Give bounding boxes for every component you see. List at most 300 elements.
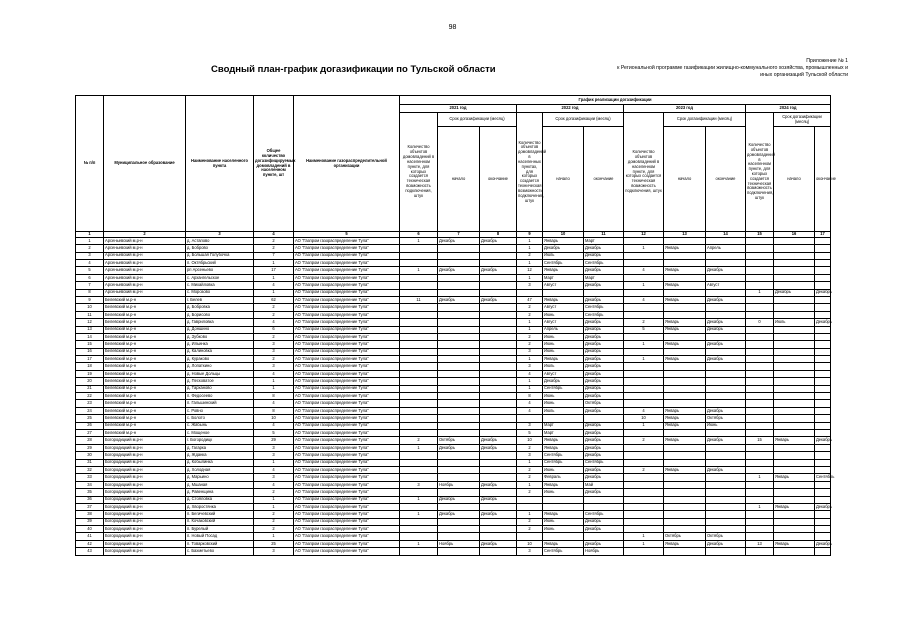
table-cell: [624, 274, 664, 281]
table-cell: АО "Газпром газораспределение Тула": [294, 489, 400, 496]
table-cell: [438, 548, 480, 555]
table-cell: 2: [76, 245, 104, 252]
table-cell: 1: [254, 496, 294, 503]
table-cell: [815, 481, 831, 488]
table-cell: [400, 378, 438, 385]
table-cell: Декабрь: [706, 407, 746, 414]
table-cell: [664, 393, 706, 400]
table-cell: [438, 400, 480, 407]
table-cell: [517, 503, 543, 510]
table-cell: 4: [254, 466, 294, 473]
table-row: [76, 518, 831, 525]
table-cell: [815, 466, 831, 473]
table-cell: [438, 489, 480, 496]
table-cell: 3: [254, 444, 294, 451]
table-cell: [480, 363, 517, 370]
table-cell: Январь: [664, 356, 706, 363]
table-cell: Сентябрь: [815, 474, 831, 481]
table-cell: [664, 429, 706, 436]
table-cell: [706, 274, 746, 281]
table-cell: Белевский м.р-н: [104, 429, 186, 436]
table-cell: 13: [76, 326, 104, 333]
table-cell: Декабрь: [480, 296, 517, 303]
table-cell: Арсеньевский м.р-н: [104, 252, 186, 259]
table-cell: [774, 429, 815, 436]
table-cell: 8: [254, 393, 294, 400]
header-schedule: График реализации догазификации: [400, 96, 831, 105]
table-cell: Январь: [774, 540, 815, 547]
table-cell: Август: [543, 370, 584, 377]
table-cell: [438, 378, 480, 385]
table-cell: [624, 429, 664, 436]
table-cell: [664, 496, 706, 503]
table-cell: 2: [517, 474, 543, 481]
table-cell: [400, 289, 438, 296]
table-cell: [815, 393, 831, 400]
table-row: [76, 356, 831, 363]
table-cell: [400, 429, 438, 436]
column-number: 12: [624, 232, 664, 238]
table-cell: Июнь: [543, 518, 584, 525]
table-cell: [746, 326, 774, 333]
table-cell: 1: [624, 356, 664, 363]
table-cell: [438, 333, 480, 340]
table-cell: [664, 311, 706, 318]
table-cell: [706, 370, 746, 377]
table-cell: 12: [517, 267, 543, 274]
table-cell: [774, 481, 815, 488]
table-cell: [815, 356, 831, 363]
table-cell: 4: [517, 370, 543, 377]
table-cell: [746, 511, 774, 518]
table-cell: [438, 459, 480, 466]
table-cell: 3: [254, 474, 294, 481]
table-cell: Декабрь: [543, 378, 584, 385]
table-cell: 22: [76, 393, 104, 400]
table-cell: 2: [517, 311, 543, 318]
table-cell: [624, 333, 664, 340]
appendix-note: [600, 58, 848, 79]
table-cell: п. Кочаковский: [186, 518, 254, 525]
table-cell: 3: [517, 422, 543, 429]
table-row: [76, 540, 831, 547]
table-cell: Декабрь: [774, 289, 815, 296]
table-cell: 2: [254, 356, 294, 363]
table-cell: [815, 326, 831, 333]
table-cell: [400, 466, 438, 473]
table-cell: 1: [746, 503, 774, 510]
table-cell: Март: [543, 422, 584, 429]
schedule-table: [75, 95, 836, 556]
table-cell: [624, 260, 664, 267]
table-cell: АО "Газпром газораспределение Тула": [294, 245, 400, 252]
table-cell: Белевский м.р-н: [104, 348, 186, 355]
table-cell: Декабрь: [706, 341, 746, 348]
table-cell: [624, 400, 664, 407]
table-cell: Август: [543, 282, 584, 289]
table-cell: АО "Газпром газораспределение Тула": [294, 289, 400, 296]
table-cell: [774, 311, 815, 318]
table-cell: [746, 415, 774, 422]
table-cell: с. Болото: [186, 415, 254, 422]
table-cell: 3: [254, 341, 294, 348]
table-cell: Декабрь: [706, 319, 746, 326]
table-cell: Декабрь: [706, 356, 746, 363]
table-cell: [438, 466, 480, 473]
table-cell: [480, 503, 517, 510]
table-cell: [664, 363, 706, 370]
table-cell: Декабрь: [584, 370, 624, 377]
table-cell: 3: [517, 452, 543, 459]
table-cell: 2: [254, 304, 294, 311]
table-cell: 41: [76, 533, 104, 540]
table-cell: [746, 548, 774, 555]
table-cell: [706, 393, 746, 400]
header-term-2023: Срок догазификации (месяц): [664, 113, 746, 127]
table-cell: д. Хворостянка: [186, 503, 254, 510]
table-cell: д. Кураково: [186, 356, 254, 363]
table-cell: 10: [517, 437, 543, 444]
table-cell: 1: [624, 540, 664, 547]
table-cell: 17: [76, 356, 104, 363]
table-cell: Август: [706, 282, 746, 289]
table-cell: 11: [76, 311, 104, 318]
table-cell: Январь: [664, 267, 706, 274]
column-number: 1: [76, 232, 104, 238]
column-number: 17: [815, 232, 831, 238]
table-cell: [584, 415, 624, 422]
table-cell: [480, 533, 517, 540]
table-cell: [517, 496, 543, 503]
table-cell: 5: [76, 267, 104, 274]
table-cell: 4: [517, 407, 543, 414]
table-row: [76, 237, 831, 244]
table-cell: д. Жданка: [186, 452, 254, 459]
column-number: 8: [480, 232, 517, 238]
table-cell: Сентябрь: [584, 311, 624, 318]
table-cell: [584, 503, 624, 510]
table-row: [76, 548, 831, 555]
table-cell: Белевский м.р-н: [104, 296, 186, 303]
table-cell: Июнь: [543, 341, 584, 348]
table-cell: 43: [76, 548, 104, 555]
table-cell: [480, 489, 517, 496]
table-cell: 1: [254, 274, 294, 281]
table-row: [76, 481, 831, 488]
table-cell: [774, 282, 815, 289]
table-cell: [815, 260, 831, 267]
table-cell: [746, 452, 774, 459]
table-cell: [480, 385, 517, 392]
table-cell: Декабрь: [584, 326, 624, 333]
table-cell: п. Товарковский: [186, 540, 254, 547]
table-cell: Декабрь: [584, 319, 624, 326]
table-cell: Сентябрь: [584, 304, 624, 311]
table-cell: Январь: [664, 319, 706, 326]
table-cell: [746, 393, 774, 400]
table-cell: Декабрь: [584, 267, 624, 274]
table-cell: 1: [254, 289, 294, 296]
table-cell: Август: [543, 319, 584, 326]
document-title: Сводный план-график догазификации по Тульской области: [211, 64, 496, 75]
table-cell: Декабрь: [584, 452, 624, 459]
table-cell: Декабрь: [584, 526, 624, 533]
table-cell: с. Морозово: [186, 289, 254, 296]
table-row: [76, 407, 831, 414]
column-number: 10: [543, 232, 584, 238]
table-cell: [624, 503, 664, 510]
table-cell: [438, 260, 480, 267]
table-cell: АО "Газпром газораспределение Тула": [294, 466, 400, 473]
column-number: 15: [746, 232, 774, 238]
table-cell: Июнь: [543, 526, 584, 533]
table-cell: 1: [517, 378, 543, 385]
table-cell: [774, 370, 815, 377]
table-cell: [664, 289, 706, 296]
table-row: [76, 245, 831, 252]
table-cell: [624, 496, 664, 503]
table-cell: 25: [76, 415, 104, 422]
table-cell: д. Астапово: [186, 237, 254, 244]
table-cell: [746, 356, 774, 363]
table-cell: [706, 452, 746, 459]
table-cell: [438, 370, 480, 377]
table-cell: АО "Газпром газораспределение Тула": [294, 304, 400, 311]
table-body: [76, 231, 835, 556]
table-cell: 1: [76, 237, 104, 244]
table-cell: [774, 393, 815, 400]
table-cell: [624, 481, 664, 488]
table-cell: [400, 452, 438, 459]
table-cell: [815, 237, 831, 244]
table-cell: [624, 518, 664, 525]
column-number: 7: [438, 232, 480, 238]
table-cell: Октябрь: [584, 400, 624, 407]
table-cell: АО "Газпром газораспределение Тула": [294, 540, 400, 547]
table-cell: Белевский м.р-н: [104, 363, 186, 370]
table-cell: 1: [624, 533, 664, 540]
table-cell: д. Гавриловка: [186, 319, 254, 326]
table-cell: Арсеньевский м.р-н: [104, 282, 186, 289]
table-cell: Богородицкий м.р-н: [104, 444, 186, 451]
table-cell: Декабрь: [480, 444, 517, 451]
table-cell: АО "Газпром газораспределение Тула": [294, 363, 400, 370]
table-cell: АО "Газпром газораспределение Тула": [294, 296, 400, 303]
table-cell: [438, 452, 480, 459]
table-cell: [624, 363, 664, 370]
table-cell: [706, 252, 746, 259]
table-cell: [815, 511, 831, 518]
column-number: 14: [706, 232, 746, 238]
table-cell: [774, 252, 815, 259]
table-row: [76, 400, 831, 407]
table-cell: Богородицкий м.р-н: [104, 503, 186, 510]
table-cell: Январь: [664, 422, 706, 429]
table-cell: Февраль: [543, 474, 584, 481]
table-cell: Декабрь: [480, 481, 517, 488]
table-cell: 1: [254, 385, 294, 392]
table-cell: Август: [543, 304, 584, 311]
table-cell: [746, 341, 774, 348]
table-cell: 1: [400, 237, 438, 244]
table-row: [76, 429, 831, 436]
header-end-2022: окончание: [584, 127, 624, 232]
table-cell: [543, 289, 584, 296]
table-cell: 5: [517, 429, 543, 436]
table-cell: [815, 452, 831, 459]
table-cell: [400, 548, 438, 555]
table-cell: 4: [254, 370, 294, 377]
column-number: 2: [104, 232, 186, 238]
table-cell: [480, 252, 517, 259]
table-cell: [438, 289, 480, 296]
table-cell: [480, 452, 517, 459]
table-cell: Январь: [774, 437, 815, 444]
table-cell: Белевский м.р-н: [104, 356, 186, 363]
table-cell: [664, 489, 706, 496]
table-cell: Январь: [543, 296, 584, 303]
table-cell: [400, 422, 438, 429]
table-cell: [746, 274, 774, 281]
column-number: 3: [186, 232, 254, 238]
table-cell: п. Бурелый: [186, 526, 254, 533]
appendix-line-2: иных организаций Тульской области: [760, 72, 848, 79]
table-cell: [517, 533, 543, 540]
table-cell: [664, 348, 706, 355]
table-cell: 4: [254, 400, 294, 407]
table-cell: АО "Газпром газораспределение Тула": [294, 422, 400, 429]
table-cell: АО "Газпром газораспределение Тула": [294, 526, 400, 533]
table-cell: [438, 274, 480, 281]
table-cell: [664, 400, 706, 407]
table-cell: 3: [517, 363, 543, 370]
table-cell: [815, 518, 831, 525]
table-cell: Арсеньевский м.р-н: [104, 237, 186, 244]
table-cell: [746, 282, 774, 289]
table-cell: Декабрь: [584, 245, 624, 252]
table-cell: Март: [584, 237, 624, 244]
table-cell: 1: [254, 459, 294, 466]
table-cell: Белевский м.р-н: [104, 393, 186, 400]
table-cell: [480, 274, 517, 281]
table-cell: 8: [254, 407, 294, 414]
table-cell: [400, 363, 438, 370]
table-cell: [400, 400, 438, 407]
table-cell: 1: [254, 378, 294, 385]
table-row: [76, 422, 831, 429]
table-cell: [664, 252, 706, 259]
header-end-2023: окончание: [706, 127, 746, 232]
table-cell: Богородицкий м.р-н: [104, 459, 186, 466]
table-cell: [746, 518, 774, 525]
table-cell: [746, 296, 774, 303]
table-cell: [438, 385, 480, 392]
header-year-2024: 2024 год: [746, 105, 831, 113]
table-cell: [706, 400, 746, 407]
table-cell: АО "Газпром газораспределение Тула": [294, 378, 400, 385]
table-cell: АО "Газпром газораспределение Тула": [294, 260, 400, 267]
table-cell: Богородицкий м.р-н: [104, 533, 186, 540]
table-cell: Декабрь: [480, 267, 517, 274]
table-cell: п. Федосеево: [186, 393, 254, 400]
table-cell: д. Гагарка: [186, 444, 254, 451]
table-cell: [664, 481, 706, 488]
table-cell: [543, 533, 584, 540]
table-cell: [706, 237, 746, 244]
table-cell: 2: [517, 341, 543, 348]
table-cell: Декабрь: [584, 385, 624, 392]
table-cell: 1: [517, 459, 543, 466]
table-cell: [664, 511, 706, 518]
table-cell: [400, 415, 438, 422]
table-cell: Богородицкий м.р-н: [104, 452, 186, 459]
table-cell: [400, 348, 438, 355]
table-cell: Декабрь: [438, 444, 480, 451]
table-cell: Декабрь: [706, 326, 746, 333]
table-cell: 7: [254, 252, 294, 259]
table-cell: [480, 289, 517, 296]
table-cell: 20: [76, 378, 104, 385]
table-cell: Богородицкий м.р-н: [104, 511, 186, 518]
table-cell: [664, 518, 706, 525]
table-cell: 1: [517, 245, 543, 252]
table-cell: 2: [517, 333, 543, 340]
table-cell: 4: [624, 407, 664, 414]
table-cell: Арсеньевский м.р-н: [104, 260, 186, 267]
table-cell: 5: [254, 429, 294, 436]
table-cell: д. Равенщина: [186, 489, 254, 496]
table-cell: [480, 326, 517, 333]
table-cell: Богородицкий м.р-н: [104, 489, 186, 496]
table-cell: Июль: [543, 252, 584, 259]
table-cell: Июль: [543, 407, 584, 414]
table-cell: 3: [254, 548, 294, 555]
table-cell: Ноябрь: [584, 548, 624, 555]
table-cell: [584, 533, 624, 540]
table-cell: [774, 422, 815, 429]
table-cell: [706, 481, 746, 488]
table-cell: Декабрь: [815, 540, 831, 547]
table-cell: 1: [517, 385, 543, 392]
table-cell: [480, 459, 517, 466]
table-cell: [664, 333, 706, 340]
table-cell: Арсеньевский м.р-н: [104, 289, 186, 296]
table-cell: Январь: [664, 296, 706, 303]
table-cell: [438, 356, 480, 363]
table-cell: 1: [624, 341, 664, 348]
table-cell: 14: [76, 333, 104, 340]
table-cell: [664, 452, 706, 459]
table-cell: 25: [254, 540, 294, 547]
table-cell: [400, 326, 438, 333]
table-row: [76, 393, 831, 400]
table-cell: Январь: [664, 407, 706, 414]
table-cell: д. Мшаная: [186, 481, 254, 488]
table-cell: 4: [254, 319, 294, 326]
table-cell: Сентябрь: [584, 511, 624, 518]
table-cell: [706, 518, 746, 525]
table-cell: [438, 518, 480, 525]
table-cell: [774, 245, 815, 252]
table-cell: АО "Газпром газораспределение Тула": [294, 407, 400, 414]
table-cell: [480, 466, 517, 473]
table-cell: [438, 311, 480, 318]
table-cell: Декабрь: [584, 252, 624, 259]
table-cell: [706, 511, 746, 518]
table-cell: [624, 304, 664, 311]
table-cell: 24: [76, 407, 104, 414]
table-cell: 1: [517, 274, 543, 281]
